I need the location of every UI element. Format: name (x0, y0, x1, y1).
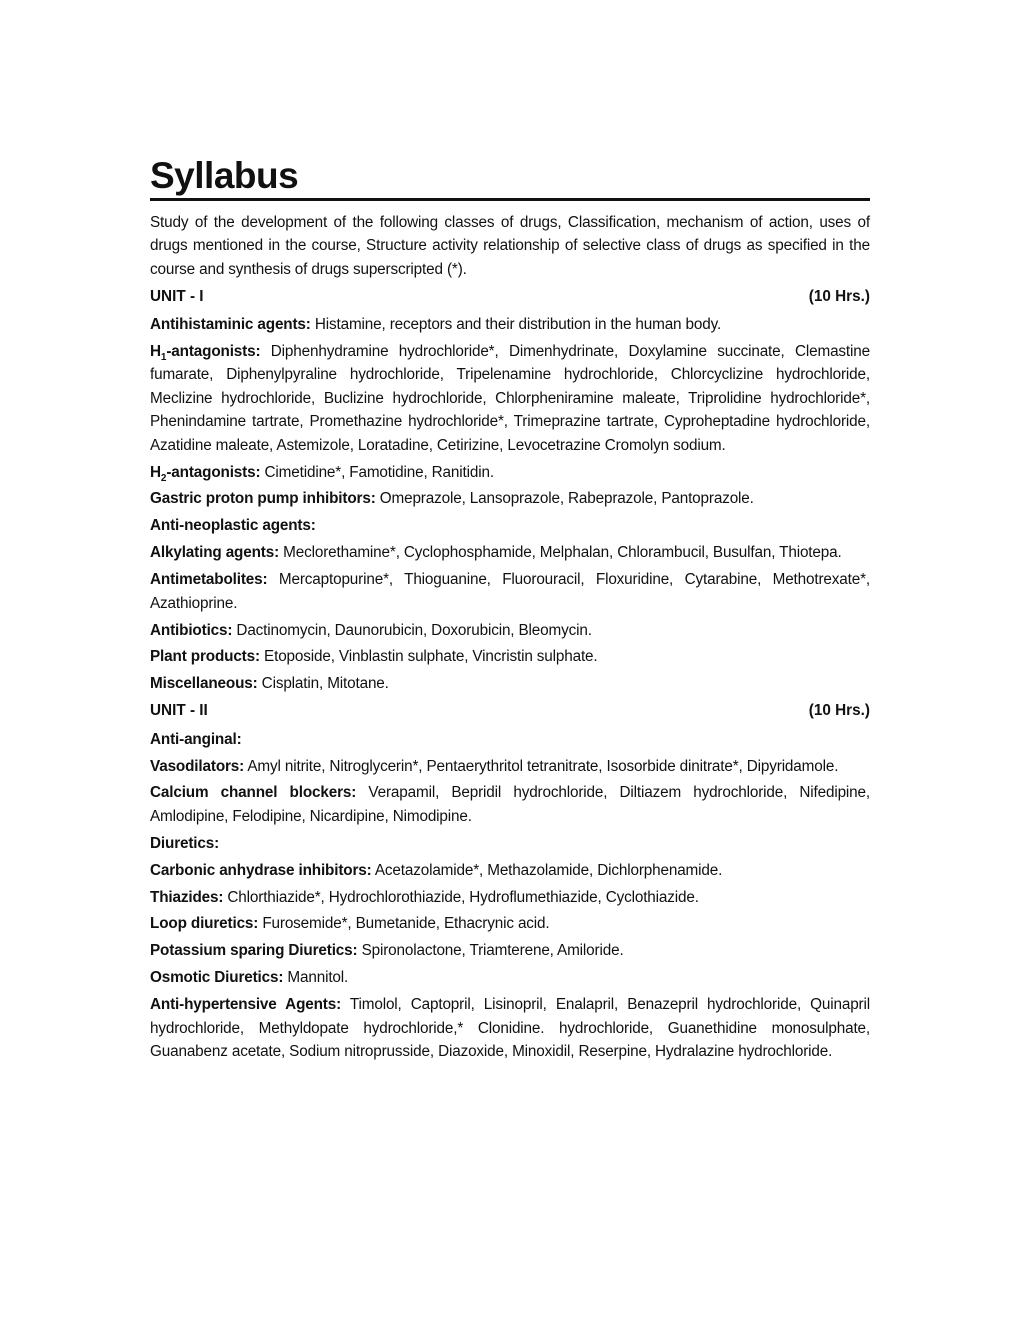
entry-heading (150, 544, 279, 561)
syllabus-entry (150, 859, 870, 882)
entry-heading (150, 889, 223, 906)
entry-label: Plant products: (150, 648, 260, 666)
entry-label: Diuretics: (150, 834, 220, 852)
entry-heading (150, 969, 283, 986)
entry-text: Timolol, Captopril, Lisinopril, Enalapril, Benazepril hydrochloride, Quinapril hydrochloride, Methyldopate hydrochloride,* Clonidine. hydrochloride, Guanethidine monosulphate, Guanabenz acetate, Sodium nitroprusside, Diazoxide, Minoxidil, Reserpine, Hydralazine hydrochloride. (150, 996, 870, 1060)
entry-label: Anti-anginal: (150, 730, 242, 748)
entry-heading (150, 915, 258, 932)
entry-text: Histamine, receptors and their distribution in the human body. (310, 316, 722, 334)
entry-text: Diphenhydramine hydrochloride*, Dimenhydrinate, Doxylamine succinate, Clemastine fumarate, Diphenylpyraline hydrochloride, Tripelenamine hydrochloride, Chlorcyclizine hydrochloride, Meclizine hydrochloride, Buclizine hydrochloride, Chlorpheniramine maleate, Triprolidine hydrochloride*, Phenindamine tartrate, Promethazine hydrochloride*, Trimeprazine tartrate, Cyproheptadine hydrochloride, Azatidine maleate, Astemizole, Loratadine, Cetirizine, Levocetrazine Cromolyn sodium. (150, 343, 870, 454)
intro-paragraph: Study of the development of the following classes of drugs, Classification, mechanism of action, uses of drugs mentioned in the course, Structure activity relationship of selective class of drugs as specified in the course and synthesis of drugs superscripted (*). (150, 214, 870, 278)
entry-text: Cimetidine*, Famotidine, Ranitidin. (260, 463, 494, 481)
entry-heading (150, 758, 244, 775)
entry-label: Alkylating agents: (150, 544, 280, 562)
entry-label-subscript: 2 (160, 472, 167, 484)
entry-text: Omeprazole, Lansoprazole, Rabeprazole, Pantoprazole. (375, 490, 754, 508)
entry-heading (150, 622, 232, 639)
syllabus-entry (150, 832, 870, 855)
entry-label: -antagonists: (166, 463, 261, 481)
unit-name: UNIT - I (150, 287, 204, 305)
syllabus-page (150, 152, 870, 1067)
entry-heading (150, 731, 242, 748)
entry-label: Potassium sparing Diuretics: (150, 942, 358, 960)
unit-hours: (10 Hrs.) (808, 702, 870, 720)
entry-text: Amyl nitrite, Nitroglycerin*, Pentaerythritol tetranitrate, Isosorbide dinitrate*, Dipyridamole. (244, 757, 839, 775)
entry-label: Antihistaminic agents: (150, 316, 311, 334)
syllabus-entry (150, 340, 870, 457)
entry-label: Anti-neoplastic agents: (150, 517, 316, 535)
syllabus-entry (150, 487, 870, 510)
entry-label: Vasodilators: (150, 757, 245, 775)
syllabus-entry (150, 728, 870, 751)
entry-label: Thiazides: (150, 888, 224, 906)
entry-label: Osmotic Diuretics: (150, 969, 284, 987)
entry-text: Mercaptopurine*, Thioguanine, Fluorouracil, Floxuridine, Cytarabine, Methotrexate*, Azathioprine. (150, 571, 870, 612)
entry-text: Verapamil, Bepridil hydrochloride, Diltiazem hydrochloride, Nifedipine, Amlodipine, Felodipine, Nicardipine, Nimodipine. (150, 784, 870, 825)
syllabus-entry (150, 619, 870, 642)
entry-heading (150, 942, 357, 959)
syllabus-entry (150, 568, 870, 615)
syllabus-entry (150, 912, 870, 935)
syllabus-entry (150, 755, 870, 778)
syllabus-entry (150, 541, 870, 564)
entry-label-prefix: H (150, 463, 161, 481)
entry-heading (150, 784, 356, 801)
entry-label: Anti-hypertensive Agents: (150, 996, 342, 1014)
syllabus-entry (150, 313, 870, 336)
syllabus-entry (150, 461, 870, 484)
syllabus-entry (150, 514, 870, 537)
entry-heading (150, 343, 261, 364)
entry-heading (150, 571, 267, 588)
entry-text: Cisplatin, Mitotane. (257, 675, 389, 693)
entry-heading (150, 316, 311, 333)
entry-text: Spironolactone, Triamterene, Amiloride. (357, 942, 624, 960)
entry-heading (150, 835, 219, 852)
entry-heading (150, 996, 341, 1013)
entry-label: Calcium channel blockers: (150, 784, 357, 802)
entry-heading (150, 675, 258, 692)
page-title: Syllabus (150, 155, 299, 196)
entry-text: Dactinomycin, Daunorubicin, Doxorubicin, Bleomycin. (232, 621, 592, 639)
entry-label: Carbonic anhydrase inhibitors: (150, 861, 372, 879)
entry-text: Mannitol. (283, 969, 349, 987)
syllabus-entry (150, 886, 870, 909)
entry-text: Furosemide*, Bumetanide, Ethacrynic acid. (258, 915, 550, 933)
unit-hours: (10 Hrs.) (808, 287, 870, 305)
syllabus-entry (150, 939, 870, 962)
entry-label: Antimetabolites: (150, 571, 268, 589)
unit-header (150, 285, 870, 308)
entry-heading (150, 517, 316, 534)
syllabus-entry (150, 781, 870, 828)
syllabus-entry (150, 672, 870, 695)
entry-label: -antagonists: (166, 343, 261, 361)
entry-text: Acetazolamide*, Methazolamide, Dichlorphenamide. (371, 861, 723, 879)
entry-label: Miscellaneous: (150, 675, 258, 693)
entry-heading (150, 862, 372, 879)
entry-heading (150, 648, 260, 665)
entry-label-subscript: 1 (160, 352, 167, 364)
syllabus-entry (150, 993, 870, 1063)
unit-name: UNIT - II (150, 702, 208, 720)
entry-label: Gastric proton pump inhibitors: (150, 490, 376, 508)
entry-text: Meclorethamine*, Cyclophosphamide, Melphalan, Chlorambucil, Busulfan, Thiotepa. (279, 544, 842, 562)
entry-text: Etoposide, Vinblastin sulphate, Vincristin sulphate. (259, 648, 598, 666)
units-container (150, 285, 870, 1064)
syllabus-entry (150, 966, 870, 989)
entry-label: Loop diuretics: (150, 915, 259, 933)
entry-heading (150, 463, 261, 484)
unit-header (150, 699, 870, 722)
entry-heading (150, 490, 376, 507)
entry-text: Chlorthiazide*, Hydrochlorothiazide, Hydroflumethiazide, Cyclothiazide. (223, 888, 699, 906)
entry-label-prefix: H (150, 343, 161, 361)
syllabus-entry (150, 645, 870, 668)
entry-label: Antibiotics: (150, 621, 233, 639)
